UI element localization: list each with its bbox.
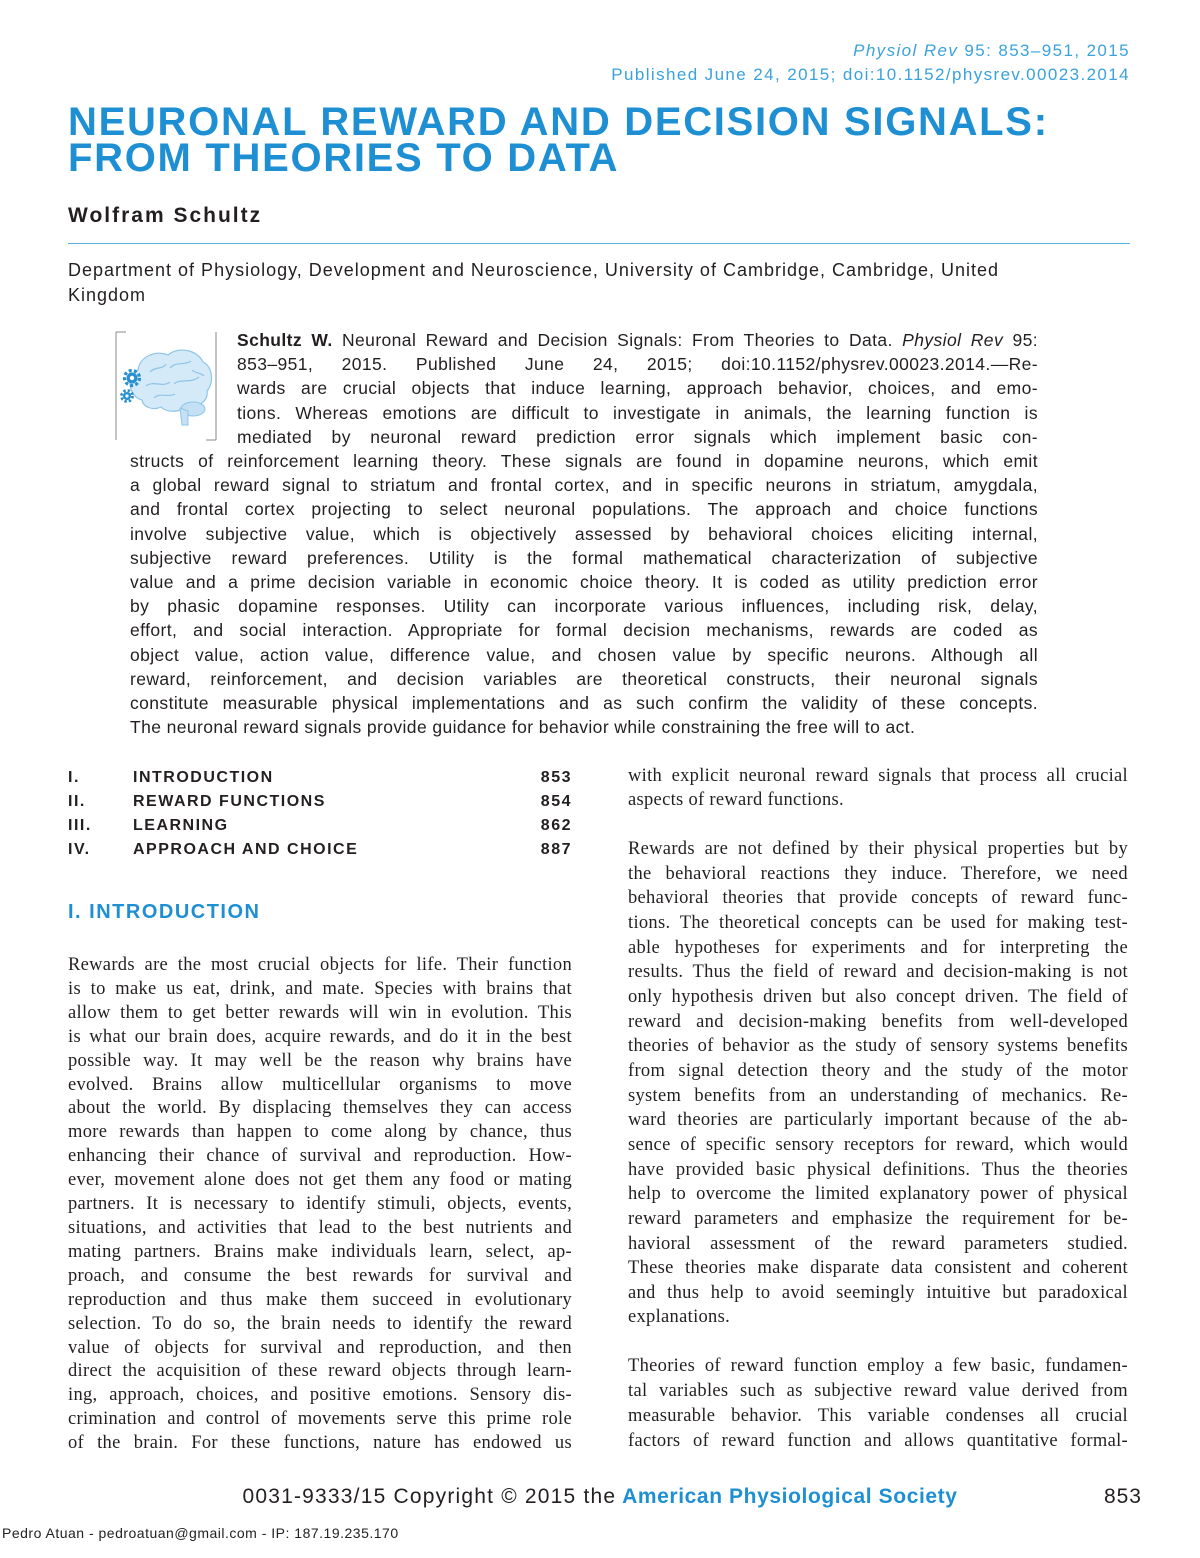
abstract-line: a global reward signal to striatum and frontal cortex, and in specific neurons in striatum, amygdala, bbox=[130, 475, 1038, 496]
section-heading: I. INTRODUCTION bbox=[68, 901, 261, 923]
publication-info: Published June 24, 2015; doi:10.1152/physrev.00023.2014 bbox=[611, 65, 1130, 84]
body-line: results. Thus the field of reward and decision-making is not bbox=[628, 962, 1128, 983]
toc-title: INTRODUCTION bbox=[133, 769, 274, 786]
abstract-line: effort, and social interaction. Appropriate for formal decision mechanisms, rewards are coded as bbox=[130, 620, 1038, 641]
body-line: only hypothesis driven but also concept driven. The field of bbox=[628, 986, 1128, 1007]
left-column-text bbox=[68, 954, 572, 1456]
body-line: measurable behavior. This variable condenses all crucial bbox=[628, 1406, 1128, 1426]
body-line: ward theories are particularly important because of the ab- bbox=[628, 1110, 1128, 1131]
body-line: about the world. By displacing themselves they can access bbox=[68, 1098, 572, 1119]
toc-title: LEARNING bbox=[133, 817, 229, 834]
toc-entry[interactable] bbox=[68, 814, 572, 838]
toc-page: 854 bbox=[540, 793, 572, 810]
body-line: evolved. Brains allow multicellular organisms to move bbox=[68, 1074, 572, 1095]
abstract-line: involve subjective value, which is objectively assessed by behavioral choices eliciting internal, bbox=[130, 523, 1038, 544]
body-line: and thus help to avoid seemingly intuitive but paradoxical bbox=[628, 1282, 1128, 1303]
body-line: tal variables such as subjective reward value derived from bbox=[628, 1381, 1128, 1401]
citation-author: Schultz W. bbox=[237, 330, 333, 350]
body-line: have provided basic physical definitions. Thus the theories bbox=[628, 1159, 1128, 1180]
body-line: aspects of reward functions. bbox=[628, 790, 844, 811]
body-line: possible way. It may well be the reason why brains have bbox=[68, 1050, 572, 1071]
body-line: allow them to get better rewards will win in evolution. This bbox=[68, 1002, 572, 1023]
abstract-line: object value, action value, difference value, and chosen value by specific neurons. Although all bbox=[130, 644, 1038, 665]
body-line: mating partners. Brains make individuals learn, select, ap- bbox=[68, 1241, 572, 1262]
body-line: explanations. bbox=[628, 1307, 731, 1328]
abstract-line: 853–951, 2015. Published June 24, 2015; doi:10.1152/physrev.00023.2014.—Re- bbox=[237, 354, 1038, 375]
toc-title: APPROACH AND CHOICE bbox=[133, 841, 359, 858]
download-watermark: Pedro Atuan - pedroatuan@gmail.com - IP: 187.19.235.170 bbox=[2, 1525, 399, 1541]
body-line: Rewards are not defined by their physical properties but by bbox=[628, 839, 1128, 859]
body-line: more rewards than happen to come along by chance, thus bbox=[68, 1122, 572, 1143]
affiliation-line: Department of Physiology, Development and Neuroscience, University of Cambridge, Cambridge, United bbox=[68, 260, 1000, 280]
citation-volume: 95: bbox=[1012, 330, 1039, 350]
abstract-line: value and a prime decision variable in economic choice theory. It is coded as utility prediction error bbox=[130, 572, 1038, 593]
body-line: Rewards are the most crucial objects for life. Their function bbox=[68, 955, 572, 975]
body-line: reward and decision-making benefits from well-developed bbox=[628, 1011, 1128, 1032]
abstract-line: by phasic dopamine responses. Utility can incorporate various influences, including risk, delay, bbox=[130, 596, 1038, 617]
abstract-line: reward, reinforcement, and decision variables are theoretical constructs, their neuronal signals bbox=[130, 668, 1038, 689]
body-line: selection. To do so, the brain needs to identify the reward bbox=[68, 1313, 572, 1334]
body-line: the behavioral reactions they induce. Therefore, we need bbox=[628, 863, 1128, 884]
toc-number: I. bbox=[68, 769, 80, 786]
body-line: direct the acquisition of these reward objects through learn- bbox=[68, 1361, 572, 1382]
body-line: reproduction and thus make them succeed in evolutionary bbox=[68, 1289, 572, 1310]
abstract-line: constitute measurable physical implementations and as such confirm the validity of these concepts. bbox=[130, 693, 1038, 714]
body-line: proach, and consume the best rewards for survival and bbox=[68, 1265, 572, 1286]
body-line: help to overcome the limited explanatory power of physical bbox=[628, 1184, 1128, 1205]
body-line: of the brain. For these functions, nature has endowed us bbox=[68, 1433, 572, 1454]
body-line: havioral assessment of the reward parameters studied. bbox=[628, 1233, 1128, 1254]
toc-number: II. bbox=[68, 793, 86, 810]
body-line: value of objects for survival and reproduction, and then bbox=[68, 1337, 572, 1358]
body-line: ing, approach, choices, and positive emotions. Sensory dis- bbox=[68, 1385, 572, 1406]
copyright-text: 0031-9333/15 Copyright © 2015 the bbox=[242, 1485, 617, 1508]
citation-title: Neuronal Reward and Decision Signals: From Theories to Data. bbox=[342, 330, 893, 350]
body-line: factors of reward function and allows quantitative formal- bbox=[628, 1431, 1128, 1451]
toc-number: III. bbox=[68, 817, 92, 834]
body-line: partners. It is necessary to identify stimuli, objects, events, bbox=[68, 1194, 572, 1215]
abstract-line: mediated by neuronal reward prediction error signals which implement basic con- bbox=[237, 426, 1038, 447]
article-title-line: NEURONAL REWARD AND DECISION SIGNALS: bbox=[68, 100, 1049, 144]
body-line: tions. The theoretical concepts can be used for making test- bbox=[628, 912, 1128, 933]
abstract-citation-line bbox=[237, 328, 1038, 352]
table-of-contents bbox=[68, 766, 572, 862]
article-title-line: FROM THEORIES TO DATA bbox=[68, 136, 620, 180]
abstract-line: The neuronal reward signals provide guidance for behavior while constraining the free will to act. bbox=[130, 717, 916, 738]
toc-page: 862 bbox=[540, 817, 572, 834]
right-column-paragraph bbox=[628, 764, 1128, 813]
body-line: These theories make disparate data consistent and coherent bbox=[628, 1258, 1128, 1279]
body-line: able hypotheses for experiments and for interpreting the bbox=[628, 937, 1128, 958]
body-line: theories of behavior as the study of sensory systems benefits bbox=[628, 1036, 1128, 1057]
abstract bbox=[130, 328, 1038, 739]
volume-pages: 95: 853–951, 2015 bbox=[964, 41, 1130, 60]
article-title bbox=[68, 100, 1049, 180]
abstract-line: structs of reinforcement learning theory. These signals are found in dopamine neurons, which emit bbox=[130, 451, 1038, 472]
toc-entry[interactable] bbox=[68, 790, 572, 814]
journal-citation-header bbox=[853, 41, 1130, 61]
copyright-footer bbox=[150, 1484, 1050, 1510]
body-line: Theories of reward function employ a few basic, fundamen- bbox=[628, 1356, 1128, 1376]
header-divider bbox=[68, 243, 1130, 244]
body-line: crimination and control of movements serve this prime role bbox=[68, 1409, 572, 1430]
body-line: sence of specific sensory receptors for reward, which would bbox=[628, 1134, 1128, 1155]
affiliation-line: Kingdom bbox=[68, 285, 147, 305]
abstract-line: tions. Whereas emotions are difficult to investigate in animals, the learning function is bbox=[237, 402, 1038, 423]
toc-title: REWARD FUNCTIONS bbox=[133, 793, 326, 810]
abstract-line: subjective reward preferences. Utility is the formal mathematical characterization of subjective bbox=[130, 547, 1038, 568]
body-line: is what our brain does, acquire rewards, and do it in the best bbox=[68, 1026, 572, 1047]
body-line: behavioral theories that provide concepts of reward func- bbox=[628, 888, 1128, 909]
abstract-line: and frontal cortex projecting to select neuronal populations. The approach and choice functions bbox=[130, 499, 1038, 520]
author-name: Wolfram Schultz bbox=[68, 204, 263, 227]
affiliation bbox=[68, 258, 999, 308]
citation-journal: Physiol Rev bbox=[902, 330, 1004, 350]
journal-name: Physiol Rev bbox=[853, 41, 959, 60]
body-line: ever, movement alone does not get them any food or mating bbox=[68, 1170, 572, 1191]
society-name: American Physiological Society bbox=[622, 1485, 958, 1508]
body-line: situations, and activities that lead to the best nutrients and bbox=[68, 1217, 572, 1238]
body-line: system benefits from an understanding of mechanics. Re- bbox=[628, 1085, 1128, 1106]
toc-entry[interactable] bbox=[68, 766, 572, 790]
right-column-paragraph bbox=[628, 837, 1128, 1330]
right-column-paragraph bbox=[628, 1354, 1128, 1454]
page-number: 853 bbox=[1103, 1485, 1142, 1508]
toc-page: 887 bbox=[540, 841, 572, 858]
abstract-line: wards are crucial objects that induce learning, approach behavior, choices, and emo- bbox=[237, 378, 1038, 399]
body-line: is to make us eat, drink, and mate. Species with brains that bbox=[68, 978, 572, 999]
toc-number: IV. bbox=[68, 841, 91, 858]
toc-entry[interactable] bbox=[68, 838, 572, 862]
body-line: reward parameters and emphasize the requirement for be- bbox=[628, 1208, 1128, 1229]
toc-page: 853 bbox=[540, 769, 572, 786]
body-line: enhancing their chance of survival and reproduction. How- bbox=[68, 1146, 572, 1167]
body-line: from signal detection theory and the study of the motor bbox=[628, 1060, 1128, 1081]
body-line: with explicit neuronal reward signals that process all crucial bbox=[628, 766, 1128, 786]
